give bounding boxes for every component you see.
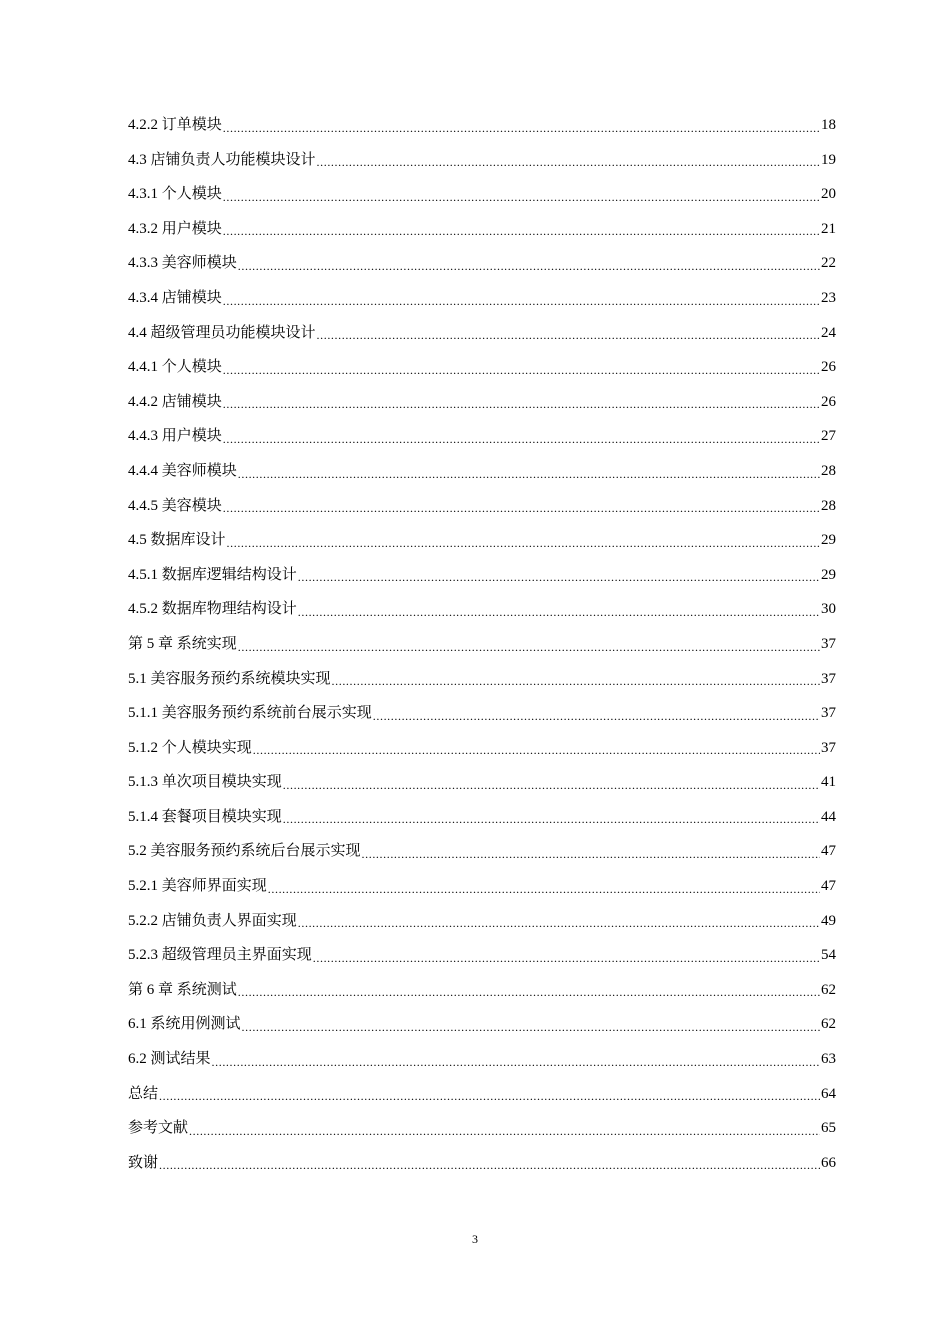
toc-entry-label: 5.1.4 套餐项目模块实现 xyxy=(128,808,282,825)
toc-dot-leader xyxy=(317,148,820,168)
toc-entry-page: 63 xyxy=(821,1051,836,1068)
toc-entry-label: 4.4.5 美容模块 xyxy=(128,497,222,514)
toc-dot-leader xyxy=(223,217,820,237)
toc-entry[interactable] xyxy=(128,904,836,939)
toc-entry[interactable] xyxy=(128,973,836,1008)
toc-dot-leader xyxy=(362,840,820,860)
toc-entry-page: 26 xyxy=(821,393,836,410)
toc-entry[interactable] xyxy=(128,627,836,662)
toc-entry-label: 4.5.2 数据库物理结构设计 xyxy=(128,601,297,618)
toc-dot-leader xyxy=(283,805,820,825)
toc-entry-label: 4.5.1 数据库逻辑结构设计 xyxy=(128,566,297,583)
toc-entry-page: 30 xyxy=(821,601,836,618)
toc-entry-label: 6.2 测试结果 xyxy=(128,1051,211,1068)
toc-entry-label: 总结 xyxy=(128,1085,159,1102)
toc-entry-label: 6.1 系统用例测试 xyxy=(128,1016,241,1033)
toc-entry-page: 23 xyxy=(821,289,836,306)
toc-entry[interactable] xyxy=(128,316,836,351)
toc-dot-leader xyxy=(238,633,820,653)
toc-entry-label: 5.1 美容服务预约系统模块实现 xyxy=(128,670,331,687)
toc-entry[interactable] xyxy=(128,281,836,316)
toc-entry[interactable] xyxy=(128,246,836,281)
toc-dot-leader xyxy=(242,1013,820,1033)
toc-dot-leader xyxy=(227,529,820,549)
toc-entry-label: 5.2 美容服务预约系统后台展示实现 xyxy=(128,843,361,860)
toc-entry-page: 24 xyxy=(821,324,836,341)
toc-dot-leader xyxy=(223,114,820,134)
toc-entry[interactable] xyxy=(128,385,836,420)
toc-dot-leader xyxy=(238,460,820,480)
toc-entry-page: 37 xyxy=(821,635,836,652)
toc-entry[interactable] xyxy=(128,1146,836,1181)
toc-dot-leader xyxy=(223,287,820,307)
toc-entry[interactable] xyxy=(128,592,836,627)
table-of-contents xyxy=(128,108,836,1180)
toc-entry-page: 47 xyxy=(821,843,836,860)
toc-entry-page: 29 xyxy=(821,566,836,583)
toc-entry-page: 37 xyxy=(821,670,836,687)
toc-entry[interactable] xyxy=(128,800,836,835)
toc-dot-leader xyxy=(189,1117,820,1137)
toc-dot-leader xyxy=(332,667,820,687)
toc-entry[interactable] xyxy=(128,177,836,212)
toc-entry-label: 第 6 章 系统测试 xyxy=(128,981,237,998)
toc-entry-label: 5.1.1 美容服务预约系统前台展示实现 xyxy=(128,705,372,722)
toc-dot-leader xyxy=(159,1151,820,1171)
toc-entry-page: 21 xyxy=(821,220,836,237)
toc-entry[interactable] xyxy=(128,558,836,593)
toc-entry-page: 26 xyxy=(821,359,836,376)
toc-dot-leader xyxy=(298,563,820,583)
toc-entry-page: 28 xyxy=(821,497,836,514)
toc-entry[interactable] xyxy=(128,765,836,800)
toc-entry[interactable] xyxy=(128,419,836,454)
toc-entry-page: 54 xyxy=(821,947,836,964)
toc-entry-label: 5.1.2 个人模块实现 xyxy=(128,739,252,756)
toc-entry-label: 第 5 章 系统实现 xyxy=(128,635,237,652)
toc-entry-page: 22 xyxy=(821,255,836,272)
toc-entry-label: 参考文献 xyxy=(128,1120,189,1137)
toc-dot-leader xyxy=(317,321,820,341)
toc-entry-page: 28 xyxy=(821,462,836,479)
toc-dot-leader xyxy=(283,771,820,791)
toc-entry-label: 4.4.2 店铺模块 xyxy=(128,393,222,410)
toc-entry-label: 4.4.4 美容师模块 xyxy=(128,462,237,479)
toc-entry[interactable] xyxy=(128,696,836,731)
toc-entry-page: 66 xyxy=(821,1154,836,1171)
toc-dot-leader xyxy=(223,494,820,514)
toc-dot-leader xyxy=(238,252,820,272)
toc-entry[interactable] xyxy=(128,523,836,558)
toc-entry[interactable] xyxy=(128,834,836,869)
toc-dot-leader xyxy=(159,1082,820,1102)
toc-entry-page: 64 xyxy=(821,1085,836,1102)
toc-entry[interactable] xyxy=(128,454,836,489)
toc-entry-label: 4.5 数据库设计 xyxy=(128,532,226,549)
toc-entry[interactable] xyxy=(128,1111,836,1146)
toc-entry-label: 致谢 xyxy=(128,1154,159,1171)
toc-entry-page: 44 xyxy=(821,808,836,825)
toc-entry-page: 37 xyxy=(821,705,836,722)
toc-entry[interactable] xyxy=(128,938,836,973)
toc-entry-page: 18 xyxy=(821,117,836,133)
toc-entry[interactable] xyxy=(128,1007,836,1042)
toc-entry[interactable] xyxy=(128,350,836,385)
toc-entry-label: 5.1.3 单次项目模块实现 xyxy=(128,774,282,791)
toc-entry-page: 62 xyxy=(821,1016,836,1033)
toc-dot-leader xyxy=(268,875,820,895)
toc-dot-leader xyxy=(223,425,820,445)
toc-entry-label: 4.4 超级管理员功能模块设计 xyxy=(128,324,316,341)
toc-dot-leader xyxy=(298,598,820,618)
toc-dot-leader xyxy=(238,978,820,998)
toc-entry-label: 4.3.2 用户模块 xyxy=(128,220,222,237)
toc-entry[interactable] xyxy=(128,869,836,904)
toc-entry[interactable] xyxy=(128,662,836,697)
toc-entry-label: 4.3.4 店铺模块 xyxy=(128,289,222,306)
toc-dot-leader xyxy=(223,356,820,376)
toc-dot-leader xyxy=(223,390,820,410)
toc-dot-leader xyxy=(212,1048,820,1068)
toc-dot-leader xyxy=(313,944,820,964)
toc-entry-page: 49 xyxy=(821,912,836,929)
toc-entry-label: 4.3.3 美容师模块 xyxy=(128,255,237,272)
toc-entry-page: 41 xyxy=(821,774,836,791)
toc-entry[interactable] xyxy=(128,1077,836,1112)
toc-entry-label: 5.2.3 超级管理员主界面实现 xyxy=(128,947,312,964)
toc-entry[interactable] xyxy=(128,143,836,178)
toc-entry-page: 47 xyxy=(821,878,836,895)
toc-dot-leader xyxy=(373,702,820,722)
toc-dot-leader xyxy=(298,909,820,929)
toc-entry-label: 5.2.1 美容师界面实现 xyxy=(128,878,267,895)
toc-entry-page: 62 xyxy=(821,981,836,998)
toc-dot-leader xyxy=(223,183,820,203)
toc-entry-label: 5.2.2 店铺负责人界面实现 xyxy=(128,912,297,929)
toc-entry-label: 4.4.1 个人模块 xyxy=(128,359,222,376)
toc-entry-page: 29 xyxy=(821,532,836,549)
toc-entry[interactable] xyxy=(128,108,836,143)
toc-entry-label: 4.4.3 用户模块 xyxy=(128,428,222,445)
toc-entry-page: 20 xyxy=(821,186,836,203)
toc-entry-label: 4.2.2 订单模块 xyxy=(128,117,222,133)
toc-entry[interactable] xyxy=(128,212,836,247)
toc-entry[interactable] xyxy=(128,489,836,524)
toc-entry-page: 37 xyxy=(821,739,836,756)
toc-entry-label: 4.3.1 个人模块 xyxy=(128,186,222,203)
toc-entry-page: 65 xyxy=(821,1120,836,1137)
page-number: 3 xyxy=(472,1232,478,1246)
toc-dot-leader xyxy=(253,736,820,756)
toc-entry[interactable] xyxy=(128,1042,836,1077)
toc-entry[interactable] xyxy=(128,731,836,766)
toc-entry-page: 19 xyxy=(821,151,836,168)
toc-entry-label: 4.3 店铺负责人功能模块设计 xyxy=(128,151,316,168)
toc-entry-page: 27 xyxy=(821,428,836,445)
